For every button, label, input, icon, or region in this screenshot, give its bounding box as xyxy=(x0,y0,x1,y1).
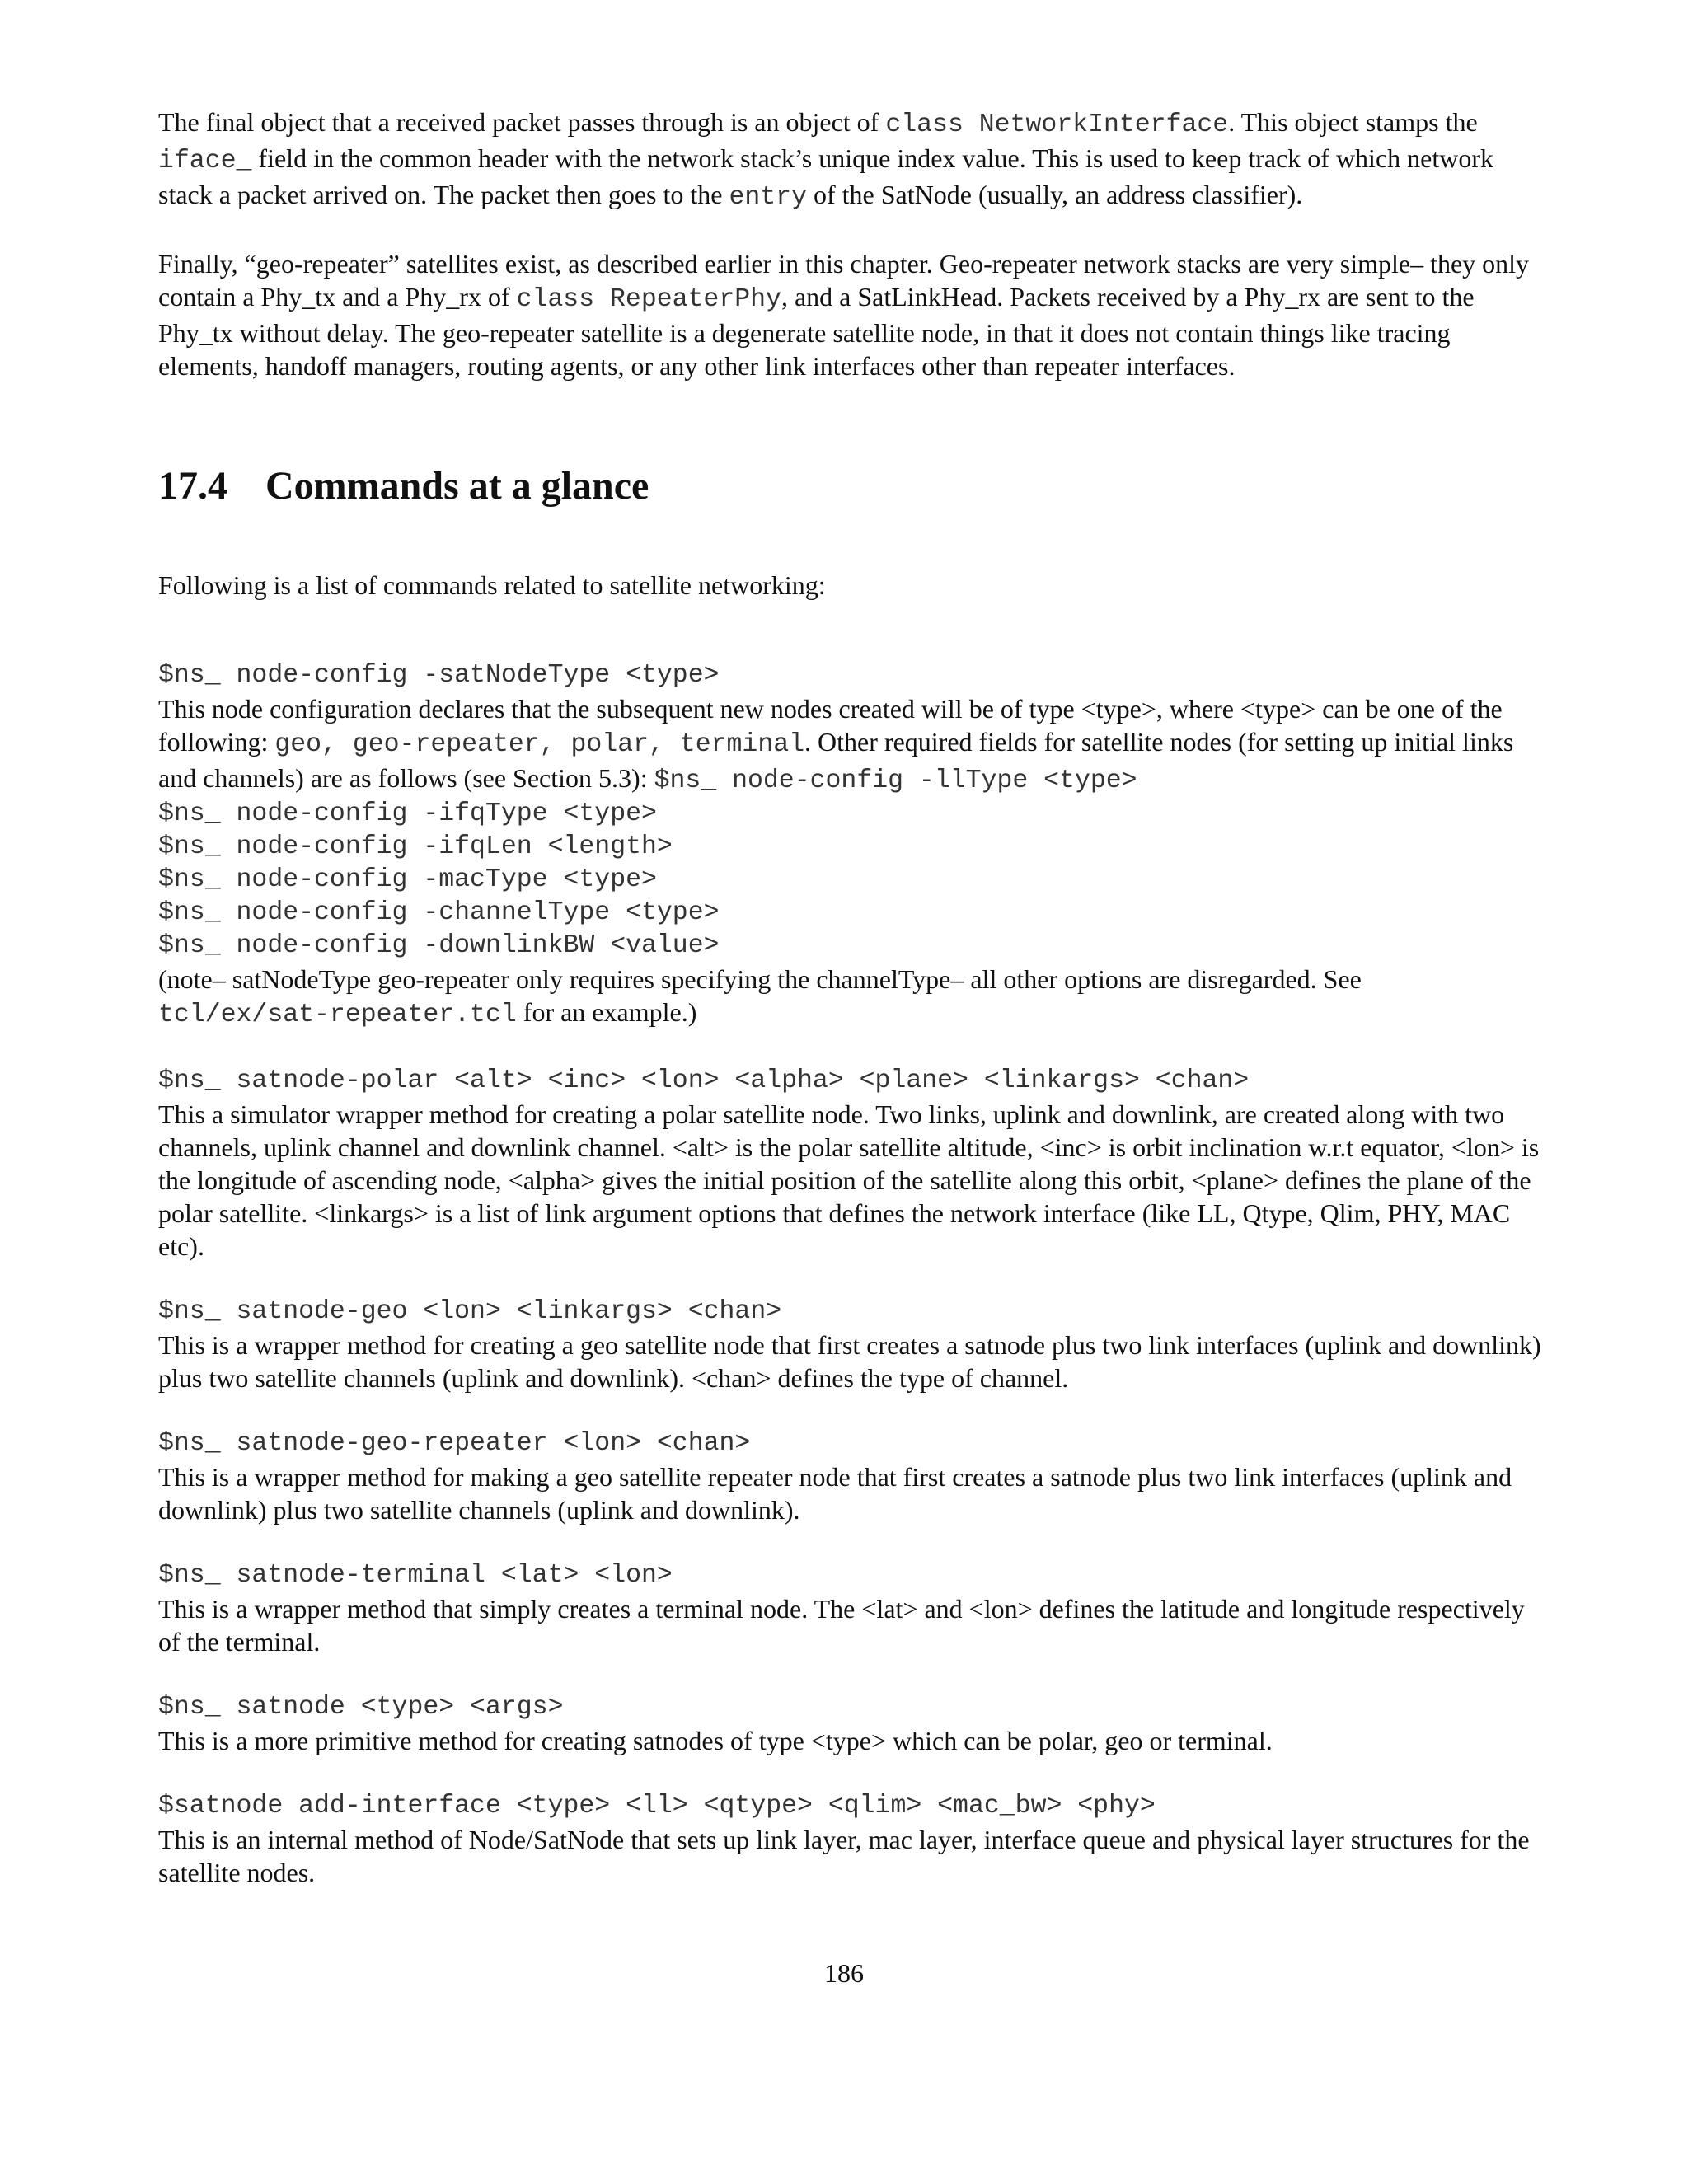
command-add-interface xyxy=(158,1790,1543,1889)
command-node-config xyxy=(158,659,1543,1032)
paragraph-geo-repeater xyxy=(158,247,1543,382)
command-description: This is a wrapper method that simply creates a terminal node. The <lat> and <lon> defines the latitude and longitude respectively of the terminal. xyxy=(158,1594,1525,1657)
command-description: This is a more primitive method for creating satnodes of type <type> which can be polar, geo or terminal. xyxy=(158,1726,1273,1755)
section-heading xyxy=(158,462,1543,511)
command-syntax: $ns_ node-config -satNodeType <type> xyxy=(158,661,720,690)
text-run: (note– satNodeType geo-repeater only requires specifying the channelType– all other options are disregarded. See xyxy=(158,964,1362,994)
code-inline: entry xyxy=(729,183,807,212)
command-syntax: $ns_ satnode-geo-repeater <lon> <chan> xyxy=(158,1429,751,1458)
command-satnode-terminal xyxy=(158,1559,1543,1658)
text-run: for an example.) xyxy=(516,997,697,1027)
command-syntax: $ns_ satnode-polar <alt> <inc> <lon> <alpha> <plane> <linkargs> <chan> xyxy=(158,1066,1250,1095)
code-inline: class RepeaterPhy xyxy=(516,285,781,314)
command-satnode-geo-repeater xyxy=(158,1427,1543,1526)
text-run: The final object that a received packet passes through is an object of xyxy=(158,107,886,137)
command-description: This a simulator wrapper method for creating a polar satellite node. Two links, uplink and downlink, are created along with two channels, uplink channel and downlink channel. <alt> is the polar satellite altitude, <inc> is orbit inclination w.r.t equator, <lon> is the longitude of ascending node, <alpha> gives the initial position of the satellite along this orbit, <plane> defines the plane of the polar satellite. <linkargs> is a list of link argument options that defines the network interface (like LL, Qtype, Qlim, PHY, MAC etc). xyxy=(158,1099,1540,1261)
command-description: This is an internal method of Node/SatNode that sets up link layer, mac layer, interface queue and physical layer structures for the satellite nodes. xyxy=(158,1825,1530,1887)
paragraph-network-interface xyxy=(158,105,1543,214)
command-satnode-polar xyxy=(158,1065,1543,1263)
section-intro: Following is a list of commands related to satellite networking: xyxy=(158,570,826,600)
command-description: This is a wrapper method for making a geo satellite repeater node that first creates a satnode plus two link interfaces (uplink and downlink) plus two satellite channels (uplink and downlink). xyxy=(158,1462,1512,1525)
command-syntax: $ns_ satnode-terminal <lat> <lon> xyxy=(158,1561,673,1590)
command-syntax: $ns_ node-config -macType <type> xyxy=(158,865,657,894)
command-syntax: $ns_ satnode <type> <args> xyxy=(158,1693,564,1722)
command-syntax: $ns_ node-config -channelType <type> xyxy=(158,898,720,927)
command-satnode-geo xyxy=(158,1296,1543,1394)
code-inline: tcl/ex/sat-repeater.tcl xyxy=(158,1001,517,1029)
command-satnode xyxy=(158,1691,1543,1757)
command-syntax: $satnode add-interface <type> <ll> <qtype> <qlim> <mac_bw> <phy> xyxy=(158,1792,1156,1821)
text-run: This node configuration declares that the subsequent new nodes created will be of type <type>, where <type> can be one of the following: xyxy=(158,694,1503,757)
command-syntax: $ns_ satnode-geo <lon> <linkargs> <chan> xyxy=(158,1297,782,1326)
command-syntax: $ns_ node-config -ifqType <type> xyxy=(158,799,657,828)
command-note xyxy=(158,963,1543,1032)
command-description: This is a wrapper method for creating a geo satellite node that first creates a satnode plus two link interfaces (uplink and downlink) plus two satellite channels (uplink and downlink). <chan> defines the type of channel. xyxy=(158,1330,1541,1393)
section-title: Commands at a glance xyxy=(265,464,649,508)
text-run: of the SatNode (usually, an address classifier). xyxy=(806,180,1303,209)
text-run: . Other required fields for satellite nodes (for setting up initial links and channels) are as follows (see Section 5.3): xyxy=(158,727,1514,793)
command-syntax: $ns_ node-config -ifqLen <length> xyxy=(158,832,673,861)
code-inline: $ns_ node-config -llType <type> xyxy=(654,766,1137,795)
command-description xyxy=(158,692,1543,798)
text-run: field in the common header with the network stack’s unique index value. This is used to keep track of which network stack a packet arrived on. The packet then goes to the xyxy=(158,143,1493,209)
page-content xyxy=(158,105,1543,1889)
text-run: Finally, “geo-repeater” satellites exist, as described earlier in this chapter. Geo-repeater network stacks are very simple– they only contain a Phy_tx and a Phy_rx of xyxy=(158,249,1530,312)
text-run: . This object stamps the xyxy=(1228,107,1478,137)
code-inline: class NetworkInterface xyxy=(885,110,1229,139)
text-run: , and a SatLinkHead. Packets received by a Phy_rx are sent to the Phy_tx without delay. The geo-repeater satellite is a degenerate satellite node, in that it does not contain things like tracing elements, handoff managers, routing agents, or any other link interfaces other than repeater interfaces. xyxy=(158,282,1475,381)
code-inline: geo, geo-repeater, polar, terminal xyxy=(274,730,805,759)
command-syntax: $ns_ node-config -downlinkBW <value> xyxy=(158,931,720,960)
section-number: 17.4 xyxy=(158,464,227,508)
page-number: 186 xyxy=(824,1958,864,1988)
code-inline: iface_ xyxy=(158,147,252,176)
